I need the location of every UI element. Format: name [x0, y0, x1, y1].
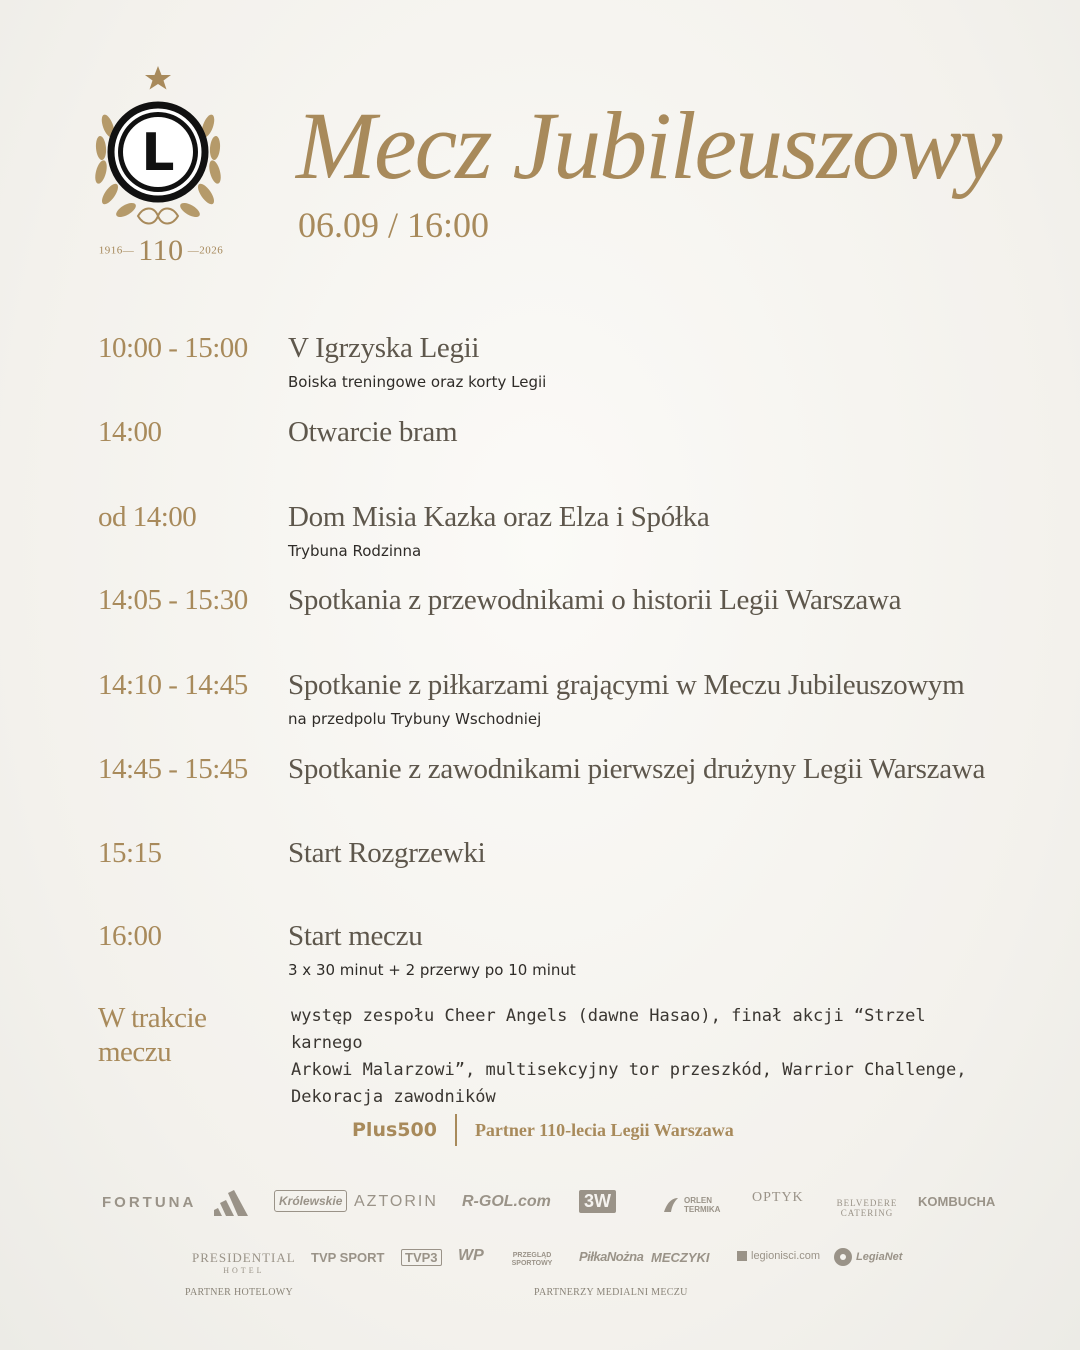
legianet-ball-icon [833, 1247, 853, 1267]
sponsor-logo-3w: 3W [579, 1190, 616, 1213]
media-logo-wp: WP [458, 1247, 484, 1264]
schedule-time: 14:45 - 15:45 [98, 753, 248, 785]
crest-years: 1916— 110 —2026 [98, 234, 224, 267]
sponsor-logo-belvedere: BELVEDERE CATERING [836, 1198, 898, 1218]
schedule-time: W trakcie meczu [98, 1002, 207, 1068]
schedule-event: Spotkanie z piłkarzami grającymi w Meczu Jubileuszowym [288, 669, 965, 701]
schedule-event: Spotkanie z zawodnikami pierwszej drużyny Legii Warszawa [288, 753, 986, 785]
sponsor-logo-aztorin: AZTORIN [354, 1193, 438, 1210]
schedule-location: Trybuna Rodzinna [288, 542, 422, 560]
schedule-event: Start Rozgrzewki [288, 837, 486, 869]
hotel-partner-logo: PRESIDENTIAL HOTEL [192, 1250, 296, 1275]
media-logo-tvp3: TVP3 [401, 1249, 442, 1266]
schedule-time: 14:05 - 15:30 [98, 584, 248, 616]
orlen-eagle-icon [662, 1196, 680, 1214]
date-time: 06.09 / 16:00 [298, 205, 490, 245]
media-partners-caption: PARTNERZY MEDIALNI MECZU [534, 1287, 688, 1298]
sponsor-logo-orlen-termika: ORLEN TERMIKA [662, 1196, 748, 1214]
media-logo-tvp-sport: TVP SPORT [311, 1250, 385, 1265]
sponsor-logo-krolewskie: Królewskie [274, 1190, 347, 1212]
schedule-location: Boiska treningowe oraz korty Legii [288, 373, 547, 391]
schedule-location: na przedpolu Trybuny Wschodniej [288, 710, 542, 728]
schedule-event: Start meczu [288, 920, 423, 952]
schedule-event: V Igrzyska Legii [288, 332, 480, 364]
schedule-event: Dom Misia Kazka oraz Elza i Spółka [288, 501, 710, 533]
partner-label: Partner 110-lecia Legii Warszawa [474, 1119, 734, 1140]
schedule-event: Otwarcie bram [288, 416, 458, 448]
schedule-event: Spotkania z przewodnikami o historii Legii Warszawa [288, 584, 902, 616]
legionisci-icon [737, 1251, 747, 1261]
media-logo-legionisci: legionisci.com [737, 1250, 820, 1262]
schedule-location: 3 x 30 minut + 2 przerwy po 10 minut [288, 961, 576, 979]
sponsor-logo-adidas [212, 1190, 252, 1216]
during-match-description: występ zespołu Cheer Angels (dawne Hasao), finał akcji “Strzel karnego Arkowi Malarzowi”, multisekcyjny tor przeszkód, Warrior Challenge, Dekoracja zawodników [291, 1006, 967, 1107]
star-icon [145, 66, 171, 90]
schedule-time: 14:00 [98, 416, 162, 448]
sponsor-logo-rgol: R-GOL.com [462, 1193, 551, 1210]
sponsor-logo-fortuna: FORTUNA [102, 1194, 197, 1211]
media-logo-przeglad-sportowy: PRZEGLĄD SPORTOWY [511, 1252, 553, 1267]
main-partner [352, 1112, 734, 1148]
infinity-icon [138, 209, 178, 224]
schedule-time: od 14:00 [98, 501, 197, 533]
page-title: Mecz Jubileuszowy [296, 92, 1001, 199]
divider [455, 1114, 457, 1146]
hotel-partner-caption: PARTNER HOTELOWY [185, 1287, 293, 1298]
sponsor-logo-kombucha: KOMBUCHA [918, 1194, 996, 1209]
crest-letter: L [141, 123, 175, 183]
media-logo-legianet: LegiaNet [833, 1247, 902, 1267]
plus500-logo: Plus500 [352, 1119, 437, 1141]
schedule-time: 10:00 - 15:00 [98, 332, 248, 364]
schedule-time: 16:00 [98, 920, 162, 952]
schedule-time: 15:15 [98, 837, 162, 869]
media-logo-meczyki: MECZYKI [651, 1250, 710, 1265]
media-logo-pilka-nozna: PiłkaNożna [579, 1249, 644, 1264]
sponsor-logo-optyk: OPTYK [752, 1190, 804, 1205]
schedule-time: 14:10 - 14:45 [98, 669, 248, 701]
